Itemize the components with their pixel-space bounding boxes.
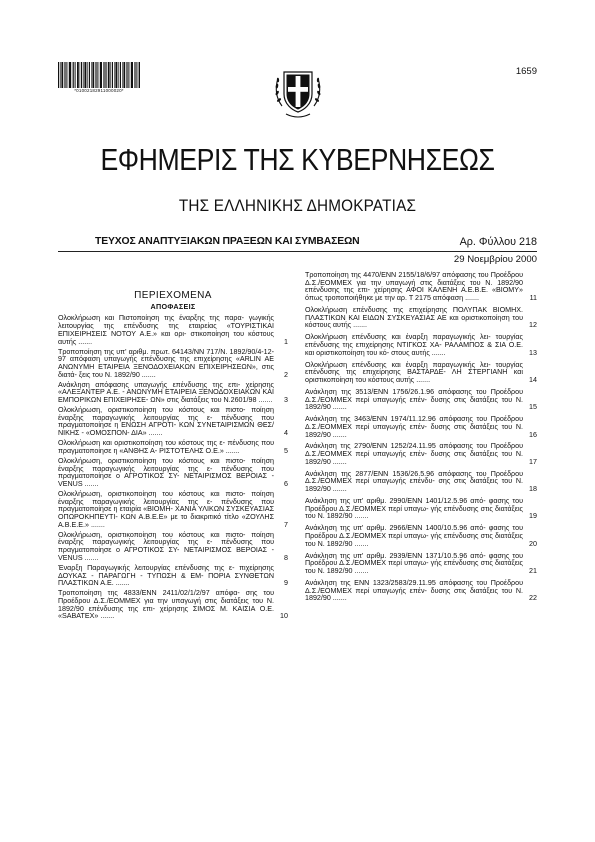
toc-entry-text: Ανάκληση της 3463/ΕΝΝ 1974/11.12.96 απόφασης του Προέδρου Δ.Σ./ΕΟΜΜΕΧ περί υπαγωγής επέν- δυσης στις διατάξεις του Ν. 1892/90	[305, 415, 523, 439]
toc-leader-dots: .......	[76, 337, 93, 346]
toc-leader-dots: .......	[256, 396, 273, 405]
barcode	[58, 62, 140, 88]
toc-entry-page: 5	[284, 446, 288, 455]
page-number: 1659	[515, 66, 537, 77]
toc-entry-text: Ολοκλήρωση, οριστικοποίηση του κόστους και πιστο- ποίηση έναρξης παραγωγικής λειτουργίας της ε- πένδυσης που πραγματοποίησε η εταιρία «ΒΙΟΜΗ- ΧΑΝΙΑ ΥΛΙΚΩΝ ΣΥΣΚΕΥΑΣΙΑΣ ΟΠΩΡΟΚΗΠΕΥΤΙ- ΚΩΝ Α.Β.Ε.Ε» με το διακριτικό τίτλο «ΖΟΥΛΗΣ Α.Β.Ε.Ε.»	[58, 489, 274, 529]
toc-entry-text: Ανάκληση της 2790/ΕΝΝ 1252/24.11.95 απόφασης του Προέδρου Δ.Σ./ΕΟΜΜΕΧ περί υπαγωγής επέν- δυσης στις διατάξεις του Ν. 1892/90	[305, 442, 523, 466]
toc-entry-page: 12	[529, 321, 537, 330]
toc-entry	[305, 272, 537, 303]
toc-entry-text: Ανάκληση της ΕΝΝ 1323/2583/29.11.95 απόφασης του Προέδρου Δ.Σ./ΕΟΜΜΕΧ περί υπαγωγής επέν- δυσης στις διατάξεις του Ν. 1892/90	[305, 578, 523, 603]
toc-entry-text: Ολοκλήρωση και Πιστοποίηση της έναρξης της παρα- γωγικής λειτουργίας της επένδυσης της εταιρείας «ΤΟΥΡΙΣΤΙΚΑΙ ΕΠΙΧΕΙΡΗΣΕΙΣ ΝΟΤΟΥ Α.Ε.» και ορι- στικοποίηση του κόστους αυτής	[58, 314, 274, 346]
toc-entry-page: 3	[284, 396, 288, 405]
toc-leader-dots: .......	[414, 376, 431, 384]
issue-date: 29 Νοεμβρίου 2000	[453, 254, 537, 265]
toc-leader-dots: .......	[146, 429, 163, 438]
toc-entry	[305, 307, 537, 330]
toc-entry	[58, 349, 288, 380]
toc-entry-text: Ανάκληση της υπ' αριθμ. 2990/ΕΝΝ 1401/12.5.96 από- φασης του Προέδρου Δ.Σ./ΕΟΜΜΕΧ περί υπαγω- γής επένδυσης στις διατάξεις του Ν. 1892/90	[305, 497, 523, 521]
toc-entry-text: Έναρξη Παραγωγικής λειτουργίας επένδυσης της ε- πιχείρησης ΔΟΥΚΑΣ - ΠΑΡΑΓΩΓΗ - ΤΥΠΩΣΗ & ΕΜ- ΠΟΡΙΑ ΣΥΝΘΕΤΩΝ ΠΛΑΣΤΙΚΩΝ Α.Ε.	[58, 563, 274, 588]
toc-entry-page: 17	[529, 457, 537, 466]
toc-entry-page: 19	[529, 512, 537, 521]
toc-entry-text: Ολοκλήρωση, οριστικοποίηση του κόστους και πιστο- ποίηση έναρξης παραγωγικής λειτουργίας της ε- πένδυσης που πραγματοποίησε η ΕΝΩΣΗ ΑΓΡΟΤΙ- ΚΩΝ ΣΥΝΕΤΑΙΡΙΣΜΩΝ ΘΕΣ/ΝΙΚΗΣ - «ΟΜΟΣΠΟΝ- ΔΙΑ»	[58, 406, 274, 438]
toc-entry	[305, 580, 537, 603]
gazette-title: ΕΦΗΜΕΡΙΣ ΤΗΣ ΚΥΒΕΡΝΗΣΕΩΣ	[100, 142, 495, 177]
barcode-number: *01002182911000020*	[74, 88, 124, 93]
toc-leader-dots: .......	[98, 612, 115, 621]
toc-entry	[305, 443, 537, 466]
toc-entry-page: 14	[529, 376, 537, 384]
toc-entry	[58, 590, 288, 621]
header-rule	[58, 251, 537, 252]
toc-right-entries	[305, 272, 537, 603]
toc-entry-page: 8	[284, 553, 288, 562]
toc-entry-text: Ανάκληση της υπ' αριθμ. 2966/ΕΝΝ 1400/10.5.96 από- φασης του Προέδρου Δ.Σ./ΕΟΜΜΕΧ περί υπαγω- γής επένδυσης στις διατάξεις του Ν. 1892/90	[305, 524, 523, 548]
toc-entry-page: 6	[284, 479, 288, 488]
toc-entry-text: Ανάκληση της 3513/ΕΝΝ 1756/26.1.96 απόφασης του Προέδρου Δ.Σ./ΕΟΜΜΕΧ περί υπαγωγής επέν- δυσης στις διατάξεις του Ν. 1892/90	[305, 387, 523, 412]
toc-entry-text: Ολοκλήρωση επένδυσης και έναρξη παραγωγικής λει- τουργίας επένδυσης της επιχείρησης ΒΑΣΤΑΡΔΕ- ΛΗ ΣΤΕΡΓΙΑΝΗ και οριστικοποίηση του κόστους αυτής	[305, 360, 523, 384]
toc-leader-dots: .......	[352, 512, 369, 521]
toc-entry	[305, 334, 537, 357]
toc-entry-page: 22	[529, 594, 537, 603]
toc-leader-dots: .......	[429, 348, 446, 357]
toc-entry-page: 10	[280, 612, 288, 621]
toc-leader-dots: .......	[463, 294, 479, 303]
toc-entry	[58, 407, 288, 438]
toc-entry-page: 4	[284, 429, 288, 438]
toc-leader-dots: .......	[330, 457, 347, 466]
sheet-number: Αρ. Φύλλου 218	[459, 236, 537, 248]
toc-title: ΠΕΡΙΕΧΟΜΕΝΑ	[134, 290, 212, 301]
toc-leader-dots: .......	[223, 446, 240, 455]
toc-entry	[305, 416, 537, 439]
toc-entry-text: Τροποποίηση της υπ' αριθμ. πρωτ. 64143/ΝΝ 717/Ν. 1892/90/4-12-97 απόφαση υπαγωγής επένδυσης της επιχείρησης «ARLIN AE ΑΝΩΝΥΜΗ ΕΤΑΙΡΕΙΑ ΞΕΝΟΔΟΧΕΙΑΚΩΝ ΕΠΙΧΕΙΡΗΣΕΩΝ», στις διατά- ξεις του Ν. 1892/90	[58, 347, 274, 379]
toc-left-column	[58, 272, 288, 623]
toc-leader-dots: .......	[330, 403, 347, 412]
toc-leader-dots: .......	[352, 567, 369, 576]
toc-leader-dots: .......	[330, 594, 347, 603]
toc-leader-dots: .......	[113, 579, 130, 588]
toc-entry-text: Τροποποίηση της 4470/ΕΝΝ 2155/18/6/97 απόφασης του Προέδρου Δ.Σ./ΕΟΜΜΕΧ για την υπαγωγή στις διατάξεις του Ν. 1892/90 επένδυσης της επι- χείρησης ΑΦΟΙ ΚΑΛΕΝΗ Α.Ε.Β.Ε. «ΒΙΟΜΥ» όπως τροποποιήθηκε με την αρ. Τ 2175 απόφαση	[305, 271, 523, 303]
toc-section-heading: ΑΠΟΦΑΣΕΙΣ	[150, 301, 196, 311]
toc-leader-dots: .......	[351, 321, 368, 330]
toc-entry-page: 15	[529, 403, 537, 412]
toc-entry-page: 11	[529, 294, 537, 303]
toc-entry	[58, 491, 288, 530]
toc-leader-dots: .......	[330, 430, 347, 439]
toc-entry	[305, 525, 537, 548]
toc-left-entries	[58, 315, 288, 621]
toc-leader-dots: .......	[88, 520, 105, 529]
toc-entry	[58, 458, 288, 489]
toc-entry	[58, 565, 288, 588]
toc-entry-text: Ανάκληση της υπ' αριθμ. 2939/ΕΝΝ 1371/10.5.96 από- φασης του Προέδρου Δ.Σ./ΕΟΜΜΕΧ περί υπαγω- γής επένδυσης στις διατάξεις του Ν. 1892/90	[305, 551, 523, 576]
toc-entry-page: 9	[284, 579, 288, 588]
toc-leader-dots: .......	[352, 539, 369, 548]
toc-entry	[305, 389, 537, 412]
toc-leader-dots: .......	[82, 553, 99, 562]
toc-entry	[305, 498, 537, 521]
toc-entry	[58, 315, 288, 346]
toc-entry-page: 2	[284, 370, 288, 379]
toc-entry-text: Τροποποίηση της 4833/ΕΝΝ 2411/02/1/2/97 απόφα- σης του Προέδρου Δ.Σ./ΕΟΜΜΕΧ για την υπαγωγή στις διατάξεις του Ν. 1892/90 επένδυσης της επι- χείρησης ΣΙΜΟΣ Μ. ΚΑΙΣΙΑ Ο.Ε. «SABATEX»	[58, 589, 274, 621]
toc-entry-text: Ολοκλήρωση επένδυσης και έναρξη παραγωγικής λει- τουργίας επένδυσης της επιχείρησης ΝΤΙΓΚΟΣ ΧΑ- ΡΑΛΑΜΠΟΣ & ΣΙΑ Ο.Ε. και οριστικοποίηση του κό- στους αυτής	[305, 333, 523, 357]
coat-of-arms-emblem	[272, 62, 324, 124]
toc-entry-page: 16	[529, 430, 537, 439]
toc-entry-text: Ολοκλήρωση, οριστικοποίηση του κόστους και πιστο- ποίηση έναρξης παραγωγικής λειτουργίας της ε- πένδυσης που πραγματοποίησε ο ΑΓΡΟΤΙΚΟΣ ΣΥ- ΝΕΤΑΙΡΙΣΜΟΣ ΒΕΡΟΙΑΣ - VENUS	[58, 456, 274, 488]
issue-label: ΤΕΥΧΟΣ ΑΝΑΠΤΥΞΙΑΚΩΝ ΠΡΑΞΕΩΝ ΚΑΙ ΣΥΜΒΑΣΕΩΝ	[95, 236, 360, 247]
toc-entry-page: 1	[284, 337, 288, 346]
toc-entry-page: 21	[529, 567, 537, 576]
toc-entry	[305, 362, 537, 385]
toc-entry	[58, 382, 288, 405]
toc-entry-text: Ανάκληση απόφασης υπαγωγής επένδυσης της επι- χείρησης «ΑΛΕΞΑΝΤΕΡ Α.Ε. - ΑΝΩΝΥΜΗ ΕΤΑΙΡΕΙΑ ΞΕΝΟΔΟΧΕΙΑΚΩΝ ΚΑΙ ΕΜΠΟΡΙΚΩΝ ΕΠΙΧΕΙΡΗΣΕ- ΩΝ» στις διατάξεις του Ν.2601/98	[58, 380, 274, 405]
toc-entry	[58, 532, 288, 563]
toc-leader-dots: .......	[330, 485, 347, 494]
toc-entry	[305, 471, 537, 494]
toc-entry-text: Ανάκληση της 2877/ΕΝΝ 1536/26.5.96 απόφασης του Προέδρου Δ.Σ./ΕΟΜΜΕΧ περί υπαγωγής επένδυ- σης στις διατάξεις του Ν. 1892/90	[305, 469, 523, 494]
toc-entry-text: Ολοκλήρωση και οριστικοποίηση του κόστους της ε- πένδυσης που πραγματοποίησε η «ΑΝΘΗΣ Α- ΡΙΣΤΟΤΕΛΗΣ Ο.Ε.»	[58, 439, 274, 455]
toc-entry	[58, 440, 288, 455]
toc-entry-page: 13	[529, 348, 537, 357]
toc-entry-page: 7	[284, 520, 288, 529]
gazette-subtitle: ΤΗΣ ΕΛΛΗΝΙΚΗΣ ΔΗΜΟΚΡΑΤΙΑΣ	[178, 196, 417, 215]
toc-entry	[305, 553, 537, 576]
toc-leader-dots: .......	[82, 479, 99, 488]
toc-entry-text: Ολοκλήρωση επένδυσης της επιχείρησης ΠΟΛΥΠΑΚ ΒΙΟΜΗΧ. ΠΛΑΣΤΙΚΩΝ ΚΑΙ ΕΙΔΩΝ ΣΥΣΚΕΥΑΣΙΑΣ ΑΕ και οριστικοποίηση του κόστους αυτής	[305, 306, 523, 330]
toc-leader-dots: .......	[139, 370, 156, 379]
toc-entry-text: Ολοκλήρωση, οριστικοποίηση του κόστους και πιστο- ποίηση έναρξης παραγωγικής λειτουργίας της ε- πένδυσης που πραγματοποίησε ο ΑΓΡΟΤΙΚΟΣ ΣΥ- ΝΕΤΑΙΡΙΣΜΟΣ ΒΕΡΟΙΑΣ - VENUS	[58, 530, 274, 562]
toc-entry-page: 18	[529, 485, 537, 494]
toc-right-column	[305, 272, 537, 607]
toc-entry-page: 20	[529, 539, 537, 548]
